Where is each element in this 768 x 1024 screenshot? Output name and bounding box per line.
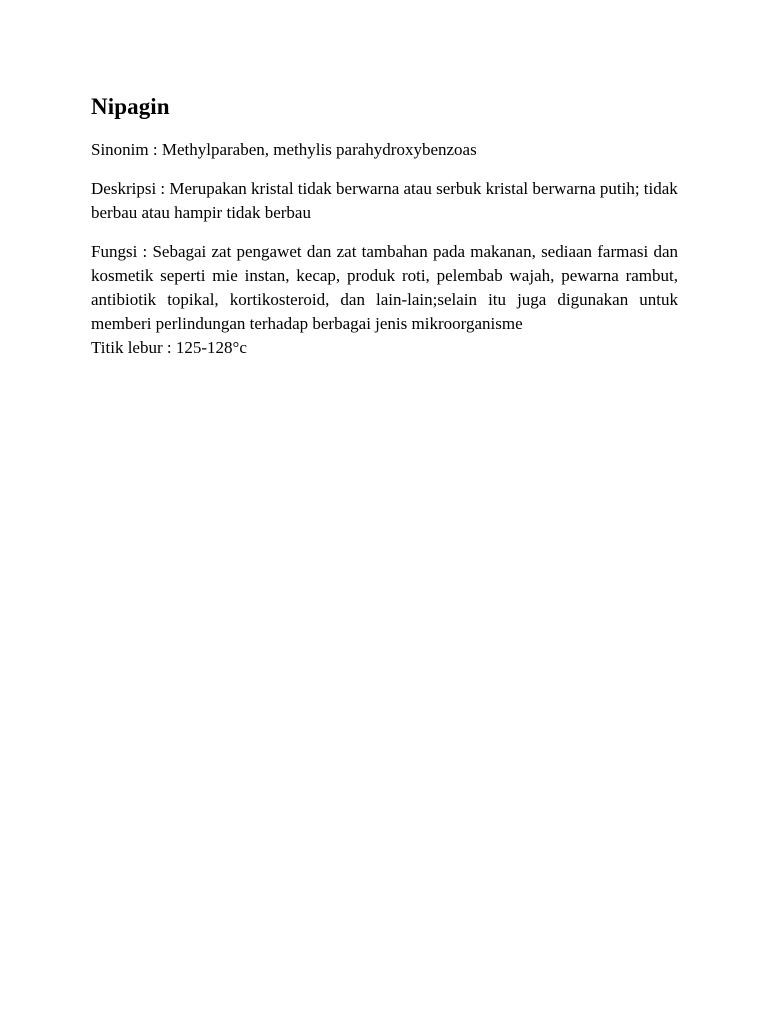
document-content <box>91 92 678 360</box>
deskripsi-paragraph: Deskripsi : Merupakan kristal tidak berwarna atau serbuk kristal berwarna putih; tidak berbau atau hampir tidak berbau <box>91 179 678 222</box>
sinonim-paragraph: Sinonim : Methylparaben, methylis parahydroxybenzoas <box>91 140 477 159</box>
fungsi-paragraph: Fungsi : Sebagai zat pengawet dan zat tambahan pada makanan, sediaan farmasi dan kosmetik seperti mie instan, kecap, produk roti, pelembab wajah, pewarna rambut, antibiotik topikal, kortikosteroid, dan lain-lain;selain itu juga digunakan untuk memberi perlindungan terhadap berbagai jenis mikroorganisme <box>91 242 678 333</box>
document-title: Nipagin <box>91 94 170 119</box>
titik-lebur-line: Titik lebur : 125-128°c <box>91 338 247 357</box>
